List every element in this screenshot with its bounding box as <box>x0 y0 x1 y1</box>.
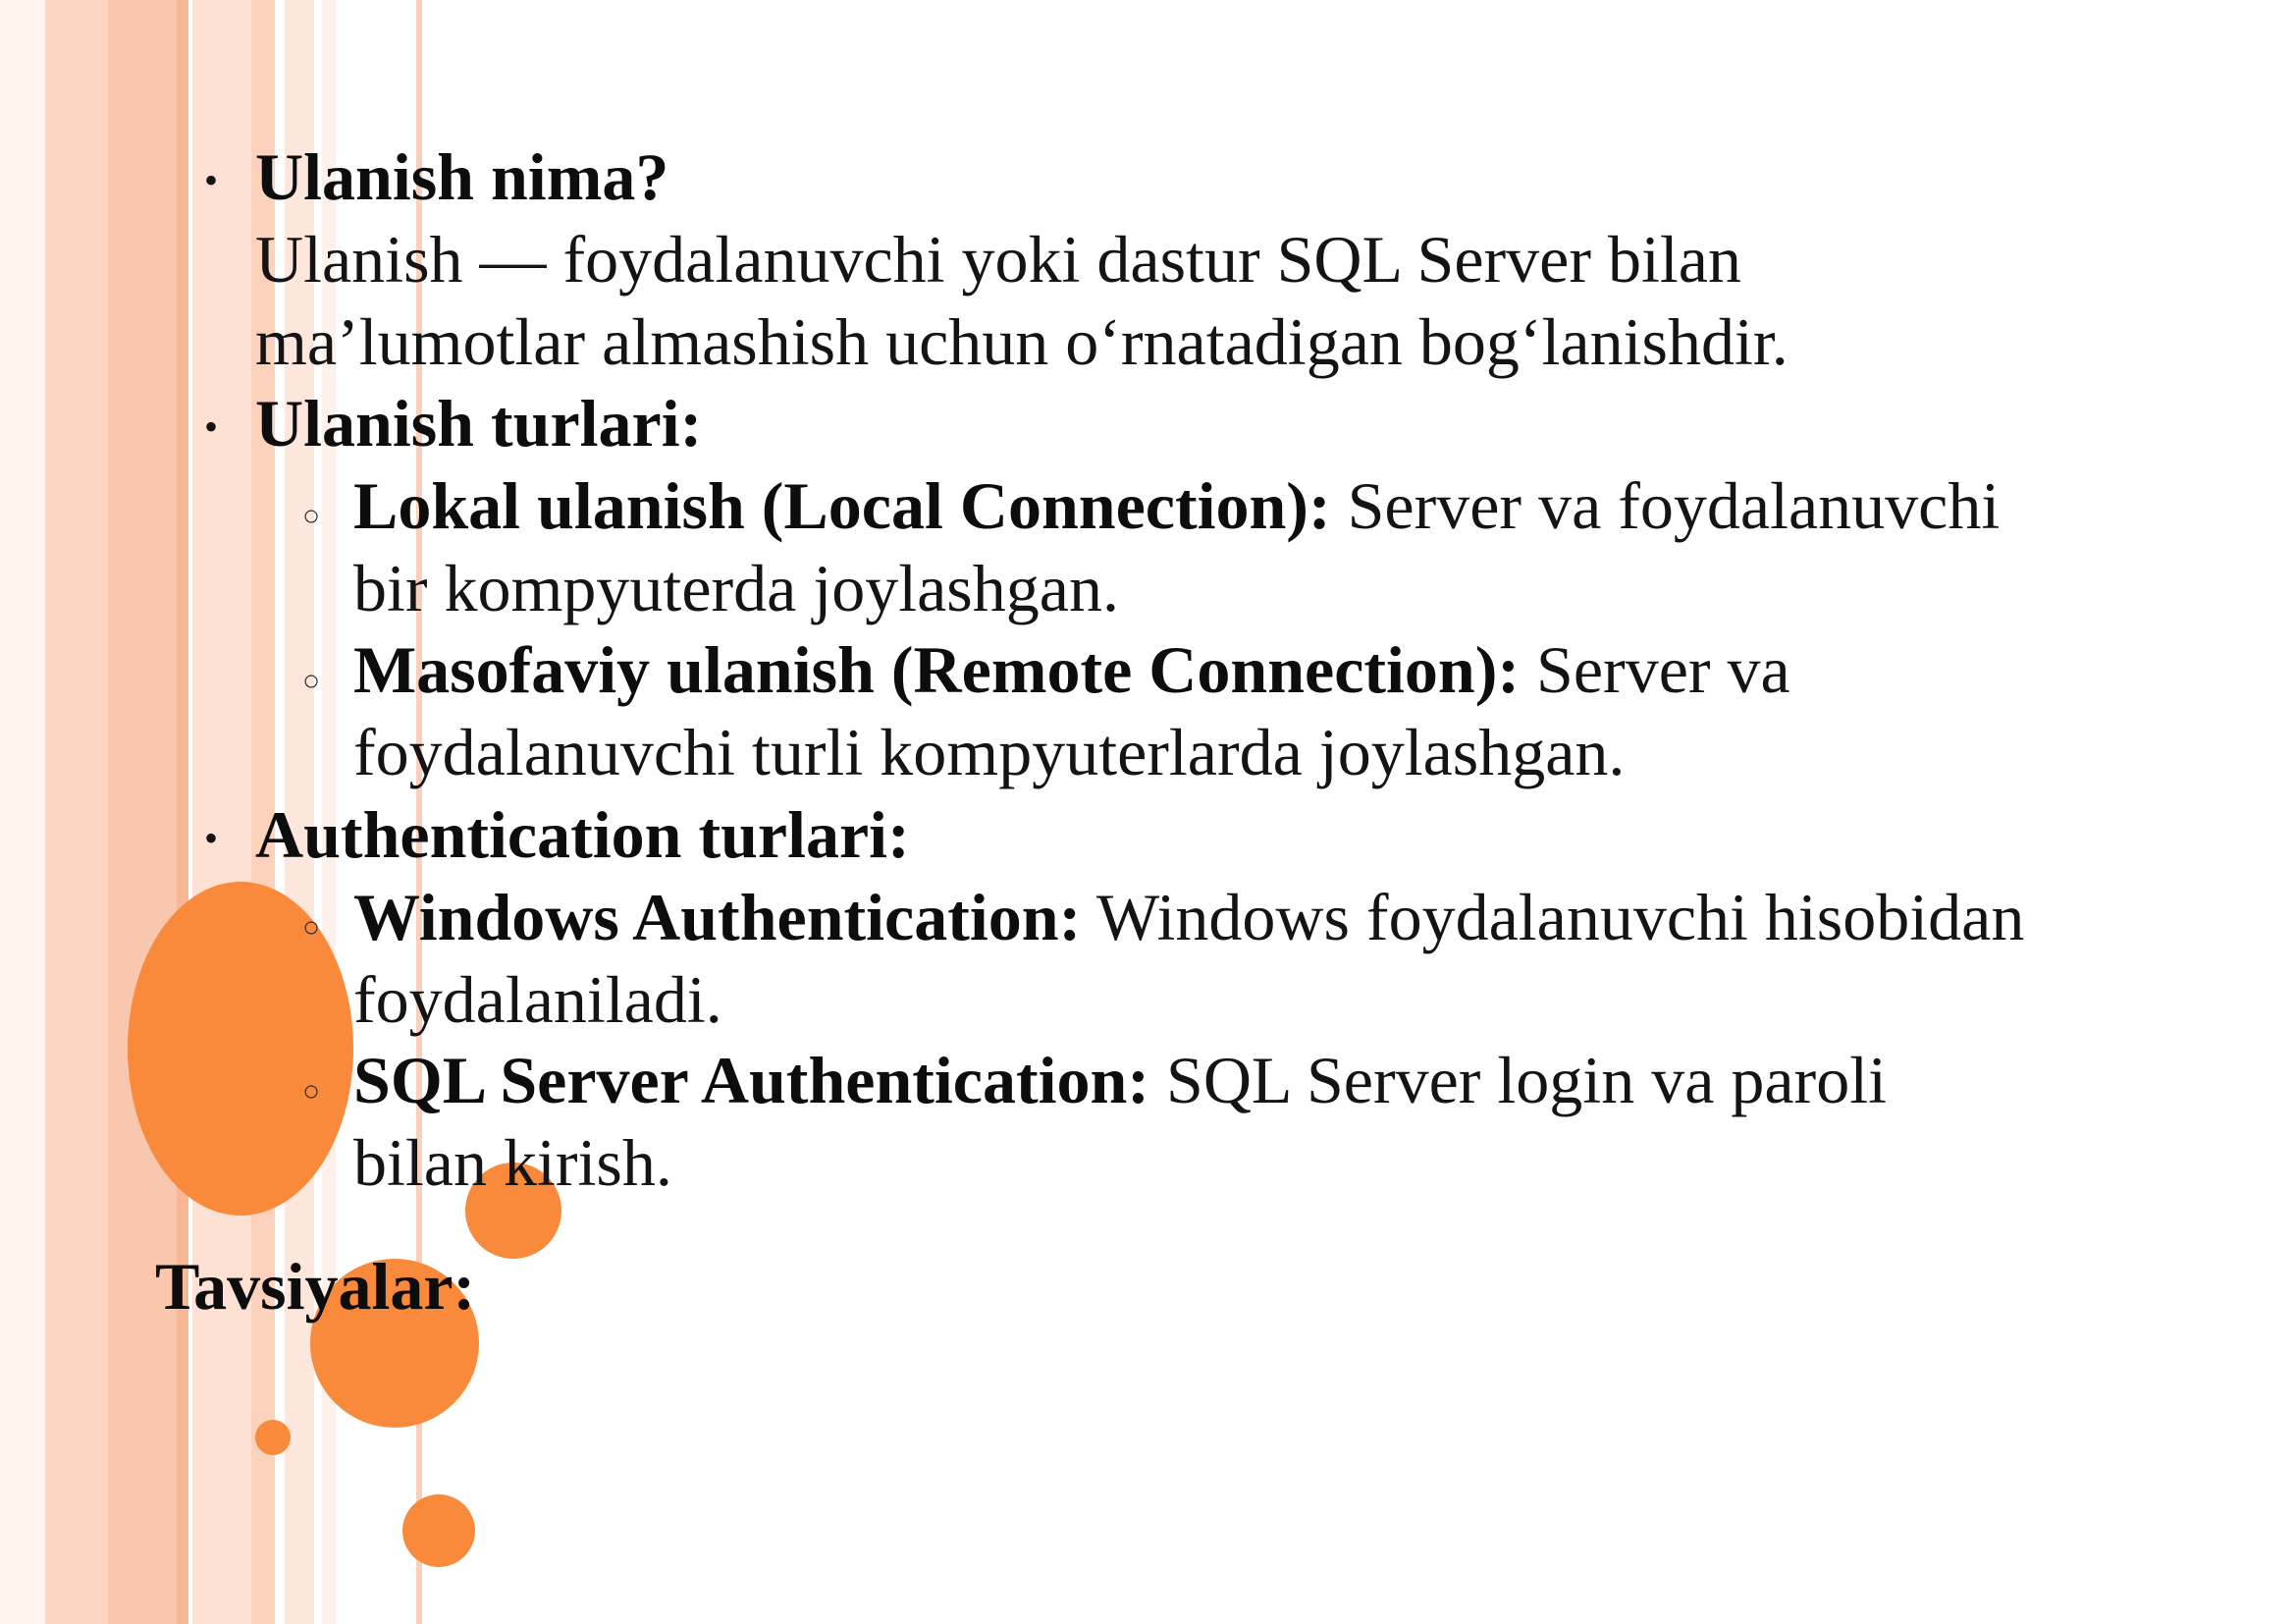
section-heading: Authentication turlari: <box>255 797 910 872</box>
bullet: • <box>204 405 219 449</box>
item-description: SQL Server login va paroli <box>1149 1043 1887 1117</box>
item-description: Server va foydalanuvchi <box>1330 468 2001 543</box>
paragraph-line: ma’lumotlar almashish uchun o‘rnatadigan bog‘lanishdir. <box>255 304 1789 379</box>
item-term: Lokal ulanish (Local Connection): <box>353 468 1331 543</box>
section-heading: Ulanish nima? <box>255 139 669 214</box>
item-term: SQL Server Authentication: <box>353 1043 1149 1117</box>
sub-bullet: ○ <box>302 665 321 697</box>
bullet: • <box>204 158 219 202</box>
bullet: • <box>204 816 219 860</box>
list-item <box>353 1039 1887 1121</box>
item-description-continued: foydalanuvchi turli kompyuterlarda joylashgan. <box>353 715 1626 789</box>
item-description-continued: bir kompyuterda joylashgan. <box>353 551 1119 625</box>
sub-bullet: ○ <box>302 911 321 944</box>
item-description-continued: bilan kirish. <box>353 1125 672 1200</box>
section-heading: Ulanish turlari: <box>255 386 703 460</box>
list-item <box>353 628 1790 711</box>
item-term: Windows Authentication: <box>353 880 1082 954</box>
paragraph-line: Ulanish — foydalanuvchi yoki dastur SQL Server bilan <box>255 222 1741 297</box>
sub-bullet: ○ <box>302 1075 321 1108</box>
footer-heading: Tavsiyalar: <box>155 1249 476 1324</box>
list-item <box>353 876 2024 958</box>
item-description: Server va <box>1520 632 1790 707</box>
list-item <box>353 464 2000 547</box>
sub-bullet: ○ <box>302 500 321 532</box>
item-term: Masofaviy ulanish (Remote Connection): <box>353 632 1521 707</box>
item-description: Windows foydalanuvchi hisobidan <box>1081 880 2025 954</box>
item-description-continued: foydalaniladi. <box>353 962 722 1037</box>
